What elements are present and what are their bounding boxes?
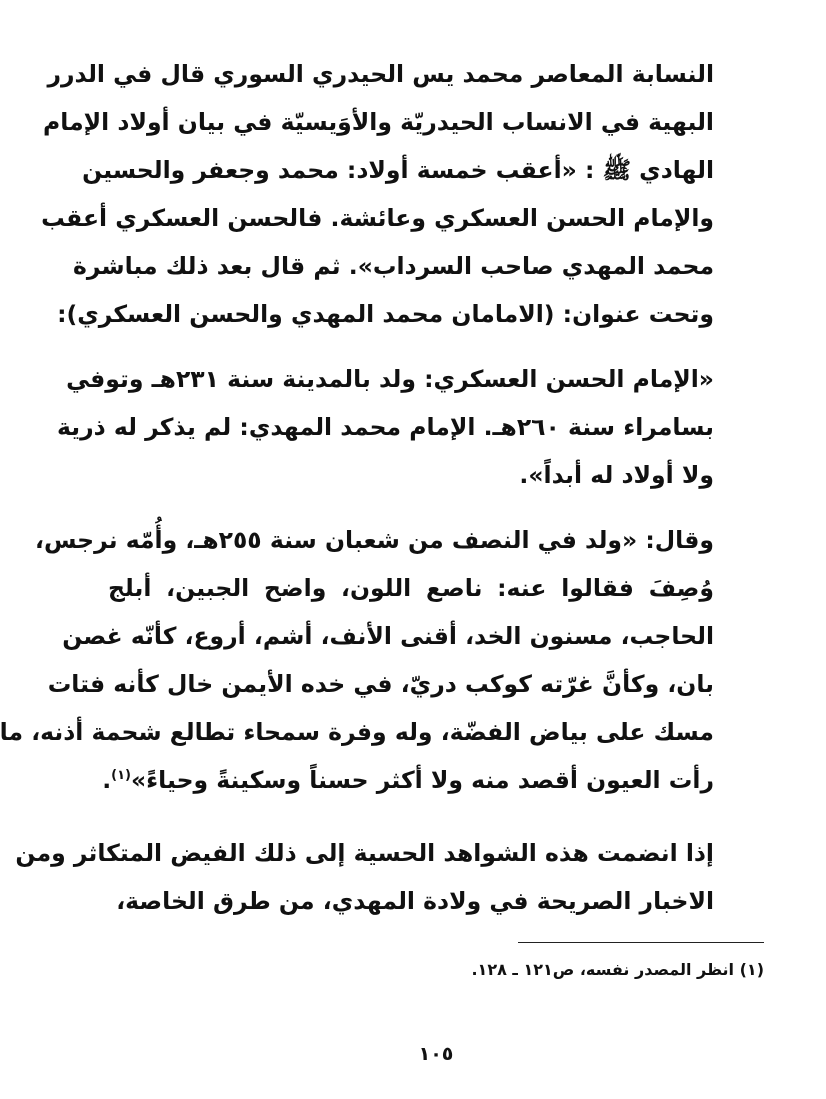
footnote-reference: (١) [111,768,131,784]
text-line: مسك على بياض الفضّة، وله وفرة سمحاء تطالع شحمة أذنه، ما [0,718,714,746]
text-line: وتحت عنوان: (الامامان محمد المهدي والحسن العسكري): [57,300,714,328]
paragraph-conclusion [15,829,714,925]
text-line: ولا أولاد له أبداً». [519,461,714,489]
footnote-divider [518,942,764,943]
text-line: بان، وكأنَّ غرّته كوكب دريّ، في خده الأيمن خال كأنه فتات [47,670,714,698]
footnote: (١) انظر المصدر نفسه، ص١٢١ ـ ١٢٨. [471,960,764,979]
text-line: «الإمام الحسن العسكري: ولد بالمدينة سنة ٢٣١هـ وتوفي [66,365,714,393]
paragraph-description [0,516,714,804]
text-line: وُصِفَ فقالوا عنه: ناصع اللون، واضح الجبين، أبلج [108,574,714,602]
text-line: بسامراء سنة ٢٦٠هـ. الإمام محمد المهدي: لم يذكر له ذرية [57,413,714,441]
text-line-body: رأت العيون أقصد منه ولا أكثر حسناً وسكينةً وحياءً» [130,766,714,794]
text-line: الحاجب، مسنون الخد، أقنى الأنف، أشم، أروع، كأنّه غصن [62,622,714,650]
text-line: الهادي ﷺ : «أعقب خمسة أولاد: محمد وجعفر والحسين [82,156,714,184]
text-line: وقال: «ولد في النصف من شعبان سنة ٢٥٥هـ، وأُمّه نرجس، [35,526,714,554]
text-line: والإمام الحسن العسكري وعائشة. فالحسن العسكري أعقب [41,204,714,232]
text-line: محمد المهدي صاحب السرداب». ثم قال بعد ذلك مباشرة [73,252,714,280]
text-line: إذا انضمت هذه الشواهد الحسية إلى ذلك الفيض المتكاثر ومن [15,839,714,867]
paragraph-genealogy-quote [41,50,714,338]
paragraph-imams-dates [57,355,714,499]
text-line: النسابة المعاصر محمد يس الحيدري السوري قال في الدرر [47,60,714,88]
text-line: البهية في الانساب الحيدريّة والأوَيسيّة في بيان أولاد الإمام [43,108,714,136]
text-line: الاخبار الصريحة في ولادة المهدي، من طرق الخاصة، [116,887,714,915]
text-line [102,756,714,804]
closing-punctuation: . [102,766,112,794]
page-number: ١٠٥ [418,1043,454,1065]
